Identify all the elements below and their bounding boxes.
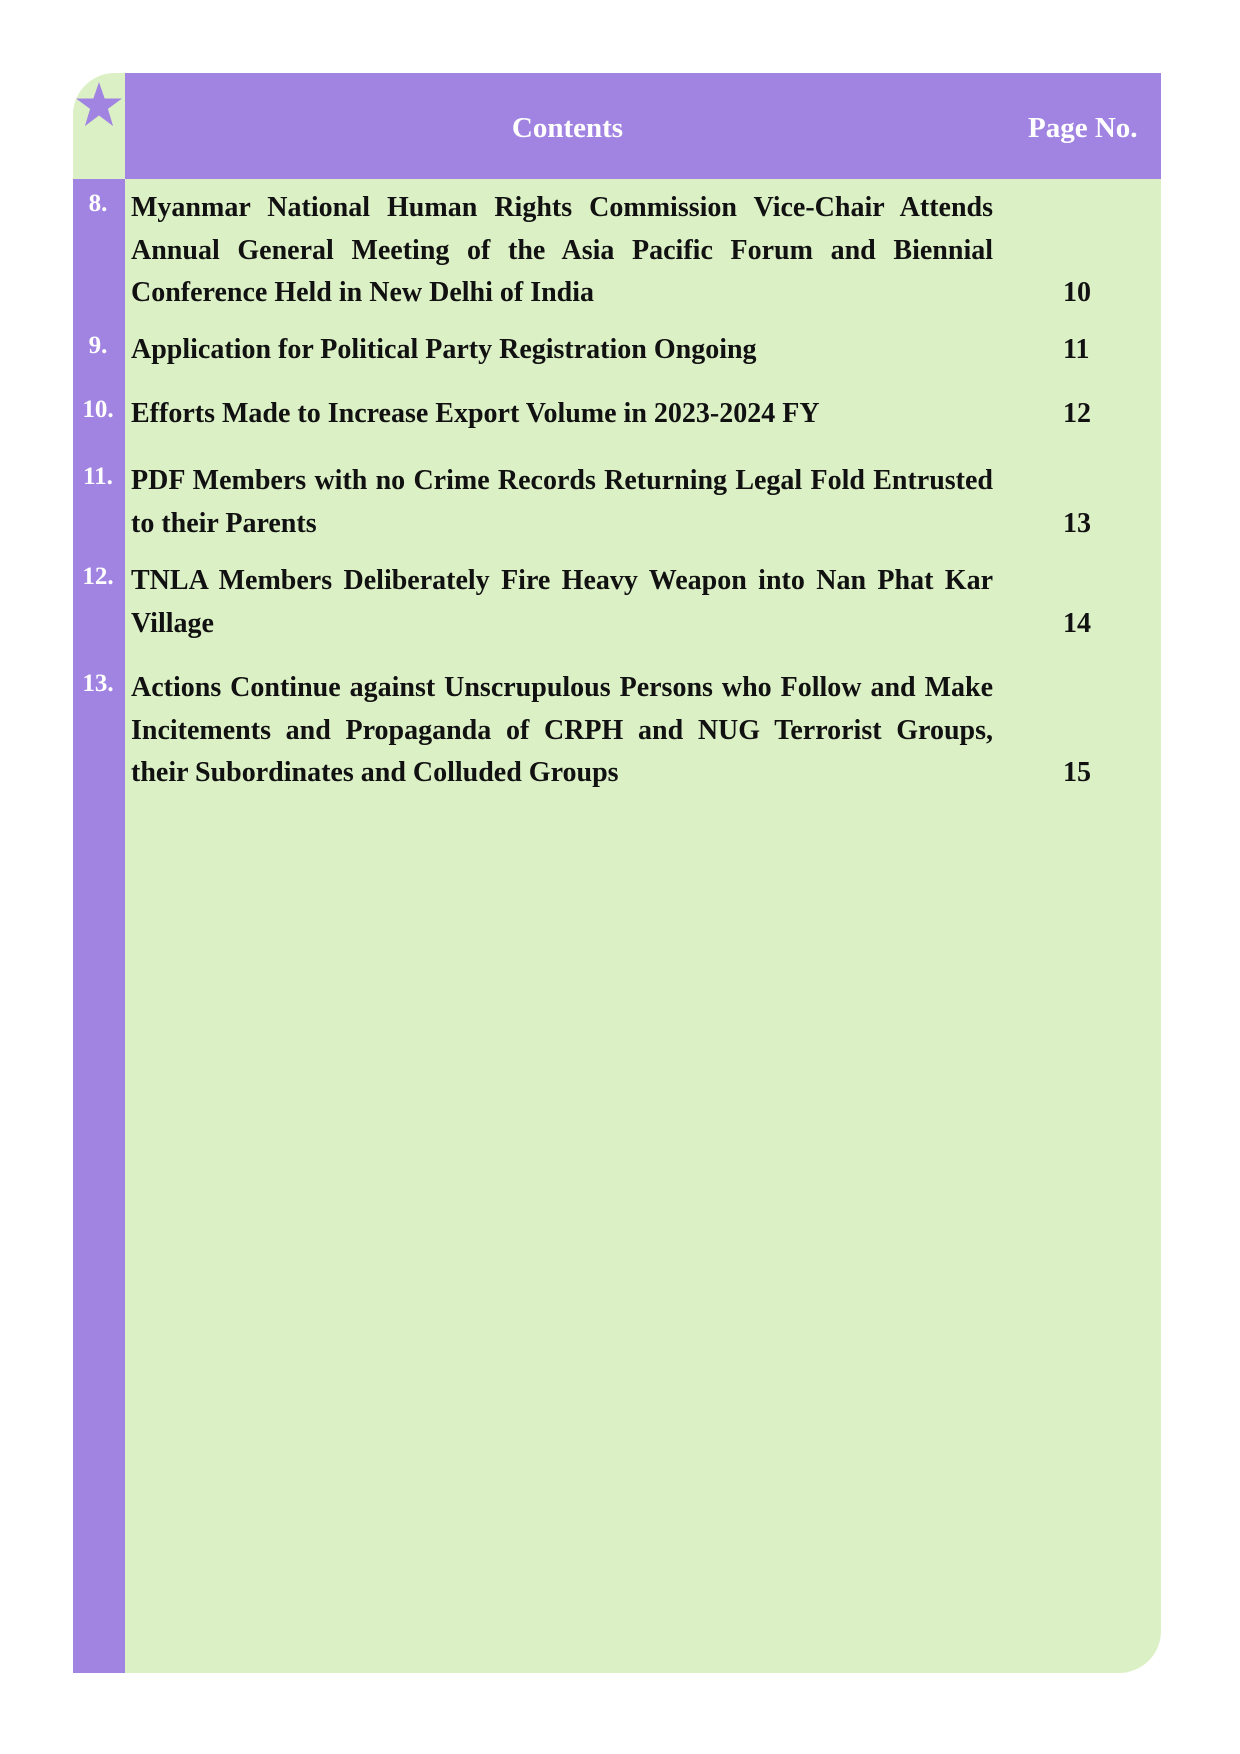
entry-page-number: 11	[1063, 334, 1090, 365]
entry-page-number: 10	[1063, 277, 1091, 308]
entry-title[interactable]: PDF Members with no Crime Records Returning Legal Fold Entrusted to their Parents	[131, 465, 993, 539]
star-icon	[75, 81, 123, 129]
entry-title[interactable]: TNLA Members Deliberately Fire Heavy Weapon into Nan Phat Kar Village	[131, 565, 993, 639]
entry-title[interactable]: Application for Political Party Registration Ongoing	[131, 334, 757, 365]
entry-number: 10.	[82, 396, 114, 423]
page-number-heading: Page No.	[1028, 112, 1138, 144]
entry-page-number: 15	[1063, 757, 1091, 788]
entry-number: 8.	[88, 190, 108, 217]
contents-card	[73, 73, 1161, 1673]
entry-number: 12.	[82, 563, 114, 590]
entry-number: 9.	[88, 332, 108, 359]
entry-page-number: 12	[1063, 398, 1091, 429]
entry-number: 11.	[83, 463, 113, 490]
entry-number: 13.	[82, 670, 114, 697]
corner-cell	[73, 73, 125, 179]
contents-header	[125, 73, 1161, 179]
contents-heading: Contents	[511, 112, 624, 144]
entry-page-number: 13	[1063, 508, 1091, 539]
entry-title[interactable]: Efforts Made to Increase Export Volume in 2023-2024 FY	[131, 398, 820, 429]
entry-title[interactable]: Myanmar National Human Rights Commission Vice-Chair Attends Annual General Meeting of the Asia Pacific Forum and Biennial Conference Held in New Delhi of India	[131, 192, 993, 308]
entry-title[interactable]: Actions Continue against Unscrupulous Persons who Follow and Make Incitements and Propaganda of CRPH and NUG Terrorist Groups, their Subordinates and Colluded Groups	[131, 672, 993, 788]
entry-page-number: 14	[1063, 608, 1091, 639]
